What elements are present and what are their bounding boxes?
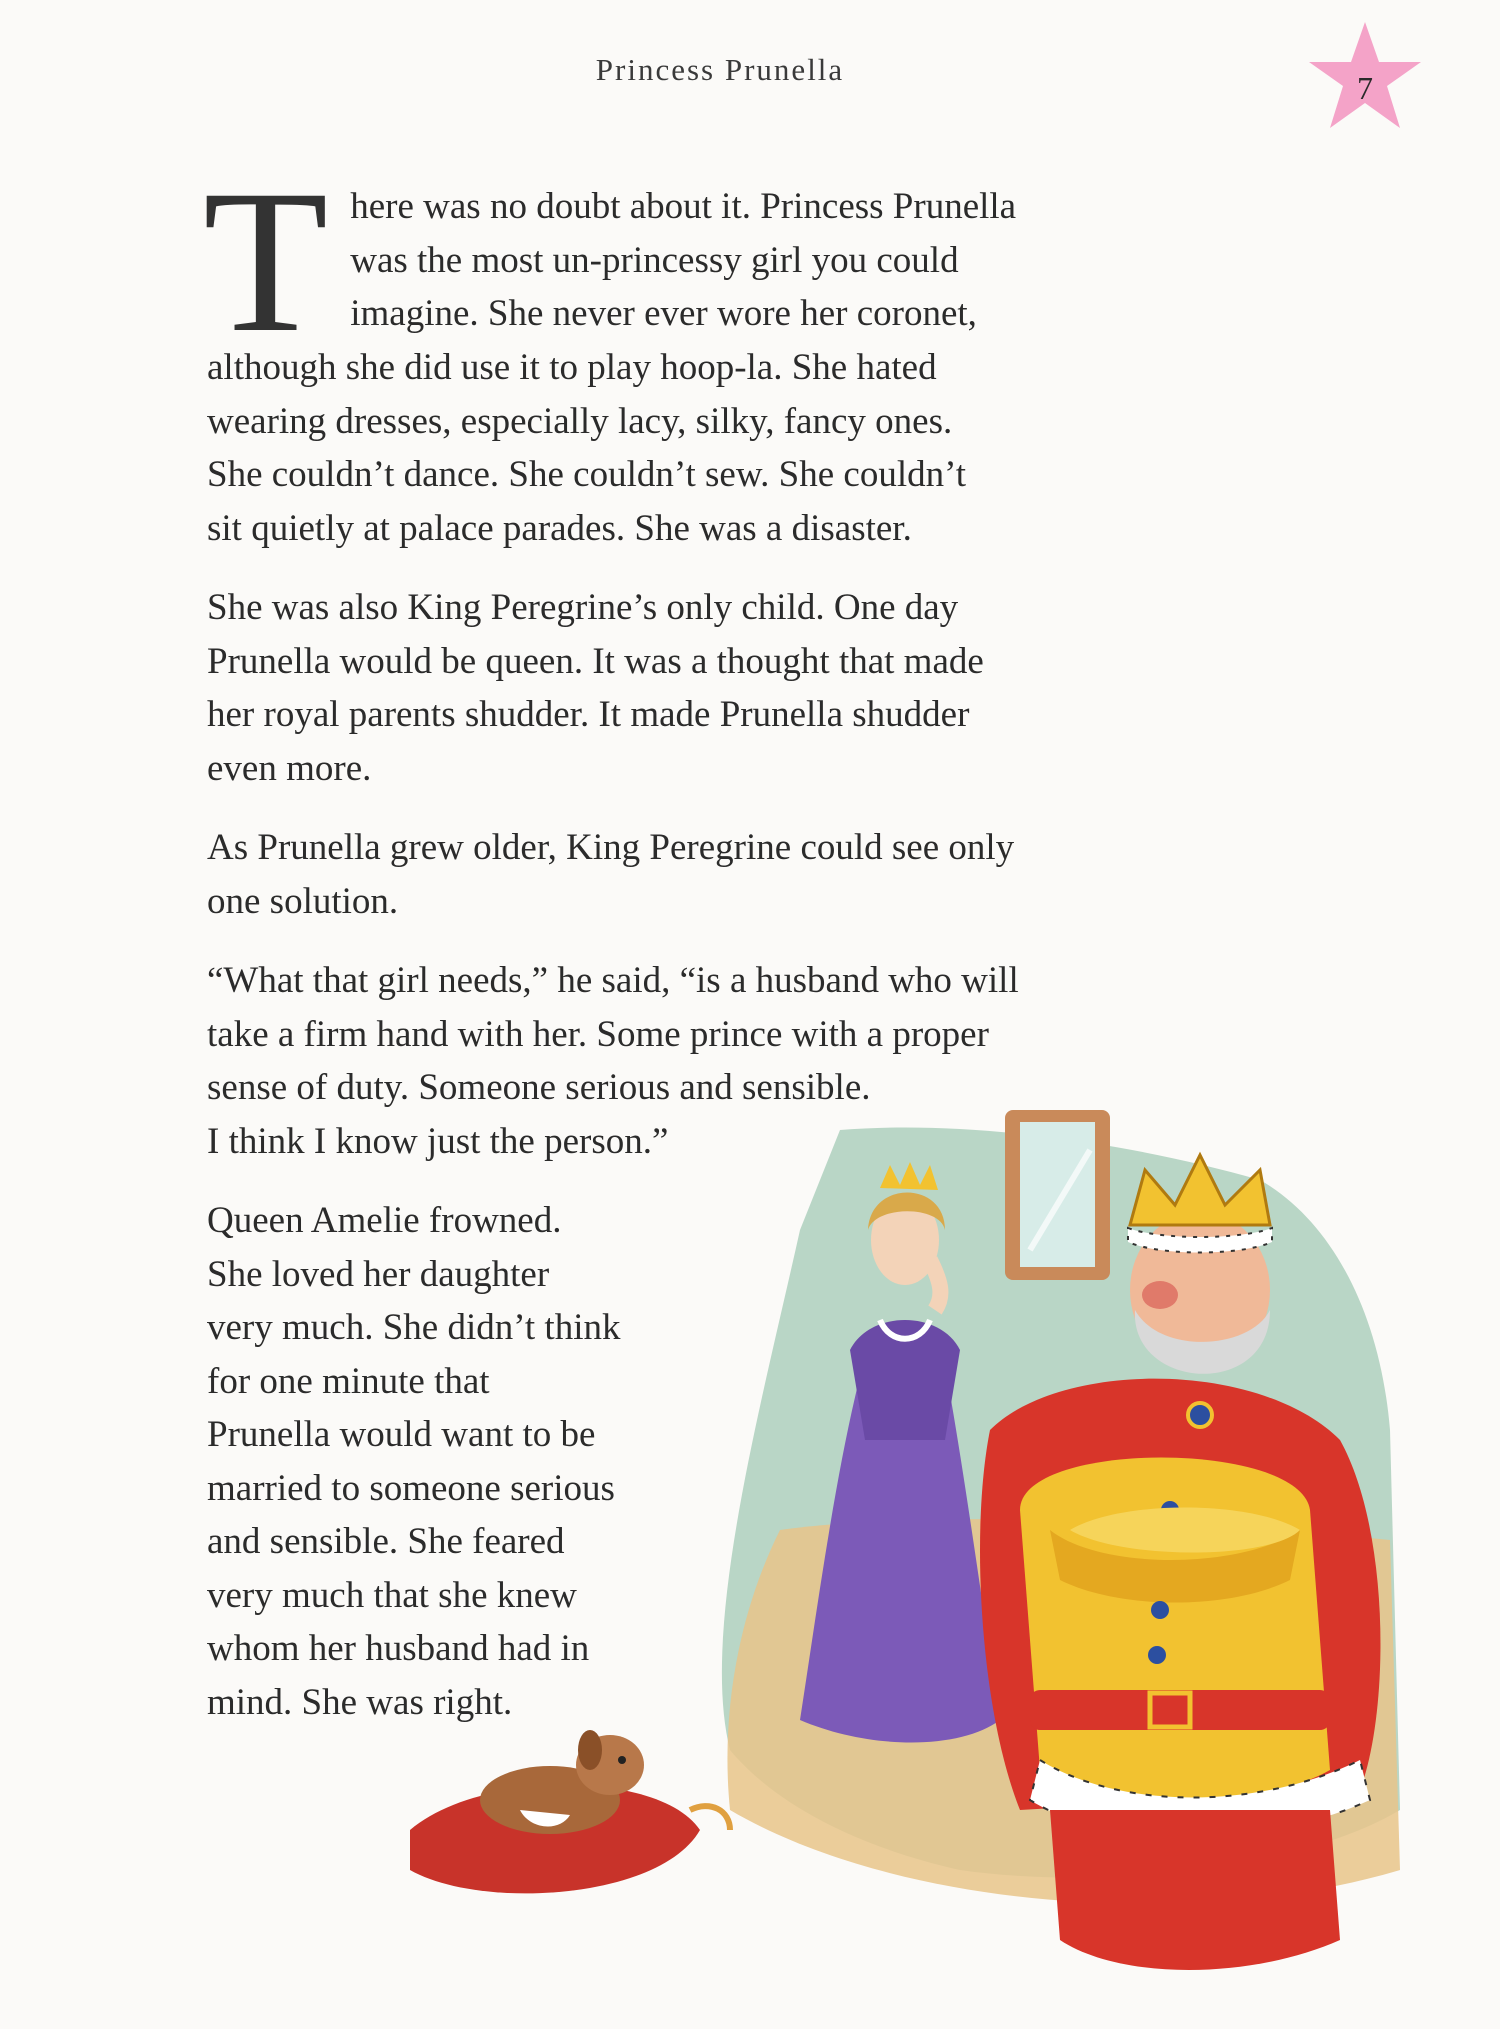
text-line: although she did use it to play hoop-la. She hated <box>207 347 937 388</box>
text-line: take a firm hand with her. Some prince with a proper <box>207 1013 989 1055</box>
text-line: She was also King Peregrine’s only child. One day <box>207 587 959 628</box>
text-line: was the most un-princessy girl you could <box>350 239 959 281</box>
mirror-icon <box>1005 1110 1110 1280</box>
text-line: whom her husband had in <box>207 1628 590 1669</box>
text-line: “What that girl needs,” he said, “is a husband who will <box>207 960 1019 1001</box>
page-number: 7 <box>1357 70 1373 106</box>
text-line: She couldn’t dance. She couldn’t sew. She couldn’t <box>207 454 967 495</box>
puppy-on-cushion <box>410 1730 730 1893</box>
text-line: imagine. She never ever wore her coronet, <box>350 293 977 334</box>
text-line: mind. She was right. <box>207 1681 513 1723</box>
text-line: Queen Amelie frowned. <box>207 1200 562 1241</box>
text-line: her royal parents shudder. It made Prunella shudder <box>207 694 970 735</box>
running-head-title: Princess Prunella <box>595 52 845 87</box>
text-line: She loved her daughter <box>207 1253 550 1295</box>
paragraph-2 <box>207 581 1217 795</box>
text-line: sit quietly at palace parades. She was a disaster. <box>207 507 912 549</box>
text-line: one solution. <box>207 880 399 922</box>
text-line: and sensible. She feared <box>207 1521 565 1562</box>
king-queen-illustration <box>400 1110 1500 1990</box>
text-line: even more. <box>207 747 372 789</box>
paragraph-1 <box>203 148 1217 555</box>
text-line: wearing dresses, especially lacy, silky, fancy ones. <box>207 400 953 442</box>
text-line: As Prunella grew older, King Peregrine could see only <box>207 827 1015 868</box>
drop-cap: T <box>203 148 329 375</box>
text-line: here was no doubt about it. Princess Prunella <box>350 186 1017 227</box>
paragraph-3 <box>207 821 1217 928</box>
text-line: for one minute that <box>207 1360 490 1402</box>
text-line: sense of duty. Someone serious and sensible. <box>207 1067 871 1108</box>
text-line: very much that she knew <box>207 1574 577 1616</box>
text-line: I think I know just the person.” <box>207 1120 669 1162</box>
text-line: very much. She didn’t think <box>207 1307 621 1348</box>
text-line: Prunella would want to be <box>207 1414 596 1455</box>
text-line: married to someone serious <box>207 1467 615 1509</box>
text-line: Prunella would be queen. It was a thought that made <box>207 640 984 682</box>
